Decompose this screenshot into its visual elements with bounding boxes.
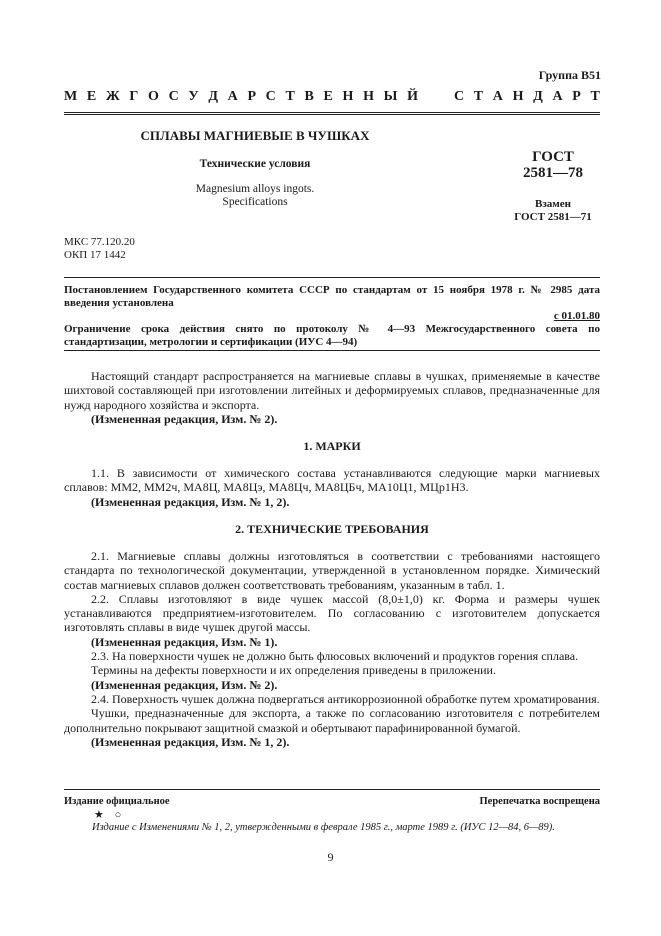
okp-code: ОКП 17 1442 [64,249,126,261]
interstate-letter: С [265,89,276,104]
interstate-letter: Н [363,89,374,104]
interstate-letter: Г [129,89,139,104]
section2-block [64,549,600,749]
interstate-letter: М [64,89,78,104]
effective-date: с 01.01.80 [553,310,600,322]
interstate-letter: О [148,89,159,104]
reprint-prohibited-label: Перепечатка воспрещена [479,796,600,807]
interstate-letter: С [453,89,465,104]
gost-designation [488,149,618,181]
clause-1-1-edit-note: (Измененная редакция, Изм. № 1, 2). [91,494,290,509]
interstate-letter: Ы [383,89,398,104]
document-subtitle: Технические условия [199,158,311,170]
mks-code: МКС 77.120.20 [64,236,135,248]
clause-2-2: 2.2. Сплавы изготовляют в виде чушек массой (8,0±1,0) кг. Форма и размеры чушек устанавливаются предприятием-изготовителем. По согласованию с изготовителем допускается изготовлять сплавы в виде чушек другой массы. [64,591,600,635]
clause-2-3: 2.3. На поверхности чушек не должно быть флюсовых включений и продуктов горения сплава. [91,649,579,664]
interstate-letter: А [552,89,563,104]
english-title-line2: Specifications [222,196,288,208]
interstate-letter: Т [285,89,295,104]
clause-2-4-export: Чушки, предназначенные для экспорта, а также по согласованию изготовителя с потребителем дополнительно покрывают защитной смазкой и обертывают парафинированной бумагой. [64,706,600,735]
clause-1-1: 1.1. В зависимости от химического состава устанавливаются следующие марки магниевых сплавов: ММ2, ММ2ч, МА8Ц, МА8Цэ, МА8Цч, МА8ЦБч, МА10Ц1, МЦр1Н3. [64,466,600,495]
header-rule-top [64,112,600,113]
replaces-label: Взамен [535,198,571,210]
codes-rule [64,277,600,278]
limit-removal-text: Ограничение срока действия снято по протоколу № 4—93 Межгосударственного совета по стандартизации, метрологии и сертификации (ИУС 4—94) [64,323,600,348]
interstate-letter: Ж [105,89,120,104]
star-circle-marks: ★ ○ [94,809,126,821]
interstate-letter: Е [86,89,97,104]
english-title-line1: Magnesium alloys ingots. [195,183,315,195]
interstate-letter: Р [572,89,581,104]
interstate-letter: Н [512,89,524,104]
english-title [120,183,390,209]
clause-2-4-edit-note: (Измененная редакция, Изм. № 1, 2). [91,734,290,749]
decree-rule [64,350,600,351]
interstate-letter: Д [533,89,543,104]
interstate-letter: Н [342,89,354,104]
interstate-letter: Р [247,89,256,104]
classification-codes [64,236,135,262]
edition-note: Издание с Изменениями № 1, 2, утвержденными в феврале 1985 г., марте 1989 г. (ИУС 12—84, 6—89). [92,822,555,833]
decree-text: Постановлением Государственного комитета СССР по стандартам от 15 ноября 1978 г. № 2985 дата введения установлена [64,284,600,309]
section2-heading: 2. ТЕХНИЧЕСКИЕ ТРЕБОВАНИЯ [235,522,429,536]
interstate-standard-heading [64,89,600,105]
intro-edit-note: (Измененная редакция, Изм. № 2). [91,411,278,426]
interstate-letter: А [227,89,238,104]
interstate-letter: В [304,89,314,104]
replaces-number: ГОСТ 2581—71 [514,211,592,223]
page-number: 9 [327,850,334,864]
clause-2-1: 2.1. Магниевые сплавы должны изготовляться в соответствии с требованиями настоящего стандарта по технологической документации, утвержденной в установленном порядке. Химический состав магниевых сплавов должен соответствовать требованиям, указанным в табл. 1. [64,549,600,592]
interstate-letter: У [188,89,199,104]
header-rule-bottom [64,114,600,115]
official-edition-label: Издание официальное [64,796,170,807]
replaces-block [488,198,618,224]
intro-block [64,369,600,426]
interstate-letter: Т [473,89,484,104]
group-code: Группа В51 [538,68,601,82]
footer-rule [64,789,600,790]
interstate-letter: А [492,89,503,104]
interstate-letter: С [168,89,179,104]
section1-block [64,466,600,509]
interstate-letter [441,89,445,105]
document-title: СПЛАВЫ МАГНИЕВЫЕ В ЧУШКАХ [140,128,370,143]
intro-paragraph: Настоящий стандарт распространяется на магниевые сплавы в чушках, применяемые в качестве шихтовой составляющей при изготовлении литейных и деформируемых сплавов, предназначенные для нужд народного хозяйства и экспорта. [64,369,600,412]
section1-heading: 1. МАРКИ [303,439,361,453]
interstate-letter: Т [590,89,600,104]
clause-2-2-edit-note: (Измененная редакция, Изм. № 1). [91,634,278,649]
interstate-letter: Е [323,89,333,104]
clause-2-3-terms: Термины на дефекты поверхности и их определения приведены в приложении. [91,663,496,678]
interstate-letter: Д [208,89,218,104]
clause-2-4: 2.4. Поверхность чушек должна подвергаться антикоррозионной обработке путем хроматирования. [91,691,600,706]
interstate-letter: Й [407,89,418,104]
gost-label: ГОСТ [532,149,574,165]
gost-number: 2581—78 [523,165,583,181]
interstate-letter [428,89,432,105]
clause-2-3-edit-note: (Измененная редакция, Изм. № 2). [91,677,278,692]
